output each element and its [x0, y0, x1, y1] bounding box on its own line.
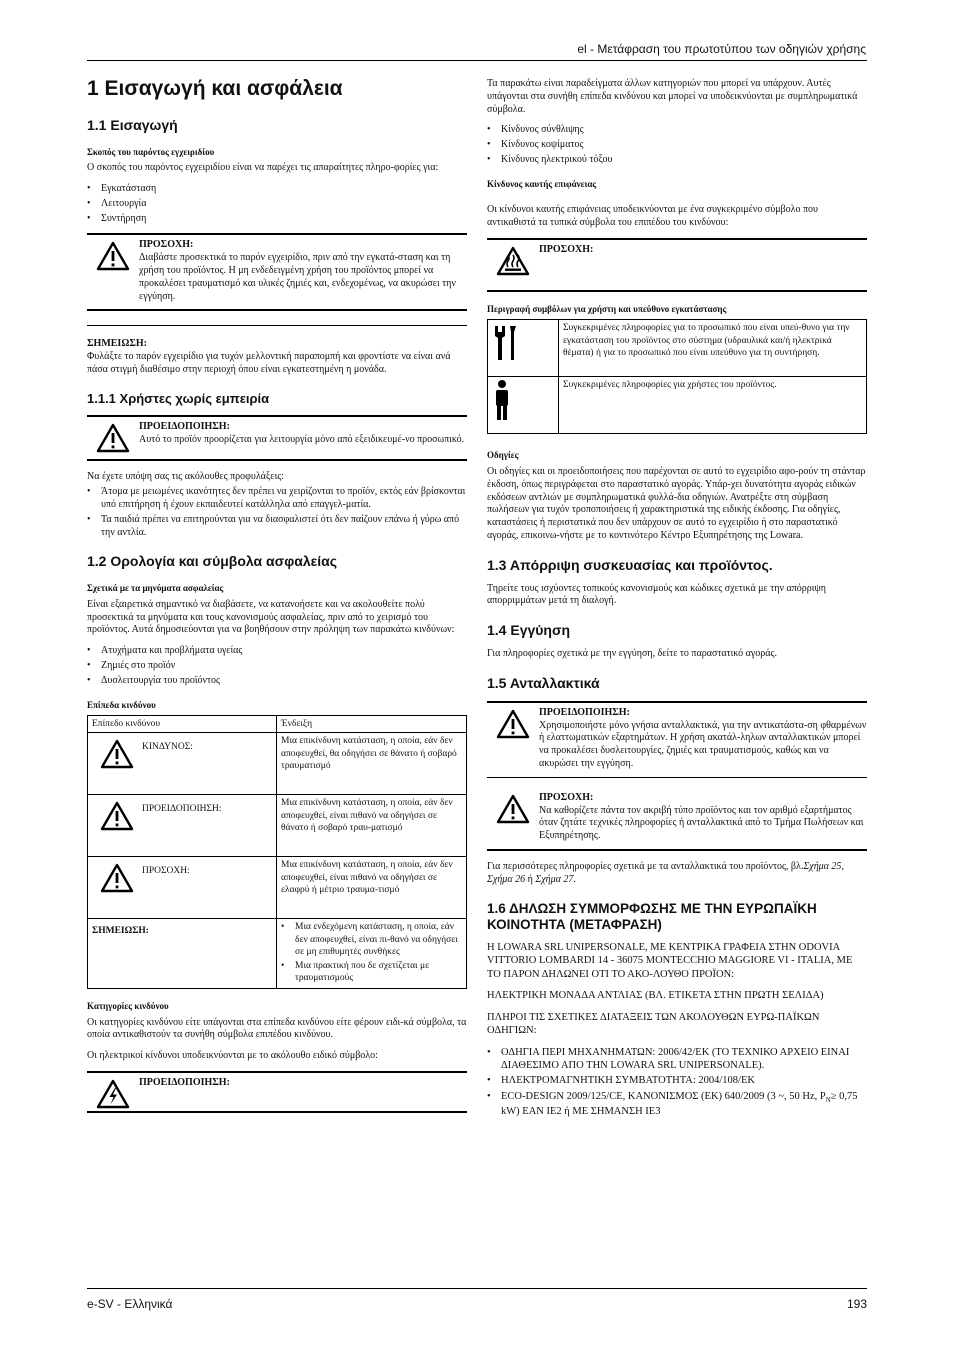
section-1-6-title: 1.6 ΔΗΛΩΣΗ ΣΥΜΜΟΡΦΩΣΗΣ ΜΕ ΤΗΝ ΕΥΡΩΠΑΪΚΗ ΚΟΙΝΟΤΗΤΑ (ΜΕΤΑΦΡΑΣΗ) [487, 900, 817, 932]
note-text: Φυλάξτε το παρόν εγχειρίδιο για τυχόν μελλοντική παραπομπή και φροντίστε να είναι ανά πάσα στιγμή διαθέσιμο στην περιοχή όπου είναι εγκατεστημένη η μονάδα. [87, 351, 451, 376]
level-description: Μια επικίνδυνη κατάσταση, η οποία, εάν δεν αποφευχθεί, είναι πιθανό να οδηγήσει σε ελαφρύ ή μέτριο τραυμα-τισμό [277, 857, 467, 919]
installer-symbol-description: Συγκεκριμένες πληροφορίες για το προσωπικό που είναι υπεύ-θυνο για την εγκατάσταση του προϊόντος στο σύστημα (υδραυλικά και/ή ηλεκτρικά θέματα) ή για το προσωπικό που είναι υπεύθυνο για τη συντήρηση. [559, 320, 867, 377]
level-name: ΠΡΟΣΟΧΗ: [142, 866, 190, 877]
footer-doc-name: e-SV - Ελληνικά [87, 1297, 173, 1311]
hazard-levels-table [87, 715, 467, 989]
level-description: Μια επικίνδυνη κατάσταση, η οποία, εάν δεν αποφευχθεί, θα οδηγήσει σε θάνατο ή σοβαρό τραυματισμό [277, 733, 467, 795]
warning-title: ΠΡΟΕΙΔΟΠΟΙΗΣΗ: [139, 1077, 230, 1089]
section-1-1-1-title: 1.1.1 Χρήστες χωρίς εμπειρία [87, 390, 270, 406]
spare-parts-paragraph: Για περισσότερες πληροφορίες σχετικά με τα ανταλλακτικά του προϊόντος, βλ.Σχήμα 25, Σχήμα 26 ή Σχήμα 27. [487, 860, 844, 885]
table-row [488, 377, 867, 434]
purpose-subheading: Σκοπός του παρόντος εγχειριδίου [87, 146, 215, 157]
caution-title: ΠΡΟΣΟΧΗ: [539, 791, 594, 803]
hot-surface-paragraph: Οι κίνδυνοι καυτής επιφάνειας υποδεικνύονται με ένα συγκεκριμένο σύμβολο που αντικαθιστά τα τυπικά σύμβολα του επιπέδου του κινδύνου: [487, 204, 818, 229]
directives-list [487, 1046, 867, 1119]
risks-list [87, 645, 467, 687]
safety-messages-paragraph: Είναι εξαιρετικά σημαντικό να διαβάσετε, να κατανοήσετε και να ακολουθείτε πολύ προσεκτικά τα μηνύματα και τους κανονισμούς ασφαλείας, πριν από το χειρισμό του προϊόντος. Αυτά δημοσιεύονται για να βοηθήσουν στην πρόληψη των παρακάτω κινδύνων: [87, 598, 455, 636]
list-item: • Κίνδυνος σύνθλιψης [501, 124, 867, 137]
section-1-5-title: 1.5 Ανταλλακτικά [487, 674, 600, 691]
figure-link[interactable]: Σχήμα 26 [487, 873, 526, 885]
declaration-paragraph-3: ΠΛΗΡΟΙ ΤΙΣ ΣΧΕΤΙΚΕΣ ΔΙΑΤΑΞΕΙΣ ΤΩΝ ΑΚΟΛΟΥΘΩΝ ΕΥΡΩ-ΠΑΪΚΩΝ ΟΔΗΓΙΩΝ: [487, 1011, 820, 1037]
symbols-table [487, 319, 867, 434]
table-row [88, 795, 467, 857]
caution-title: ΠΡΟΣΟΧΗ: [539, 243, 594, 255]
electrical-hazard-paragraph: Οι ηλεκτρικοί κίνδυνοι υποδεικνύονται με το ακόλουθο ειδικό σύμβολο: [87, 1050, 378, 1062]
user-icon [492, 379, 512, 421]
table-row [488, 320, 867, 377]
list-item: • Ατυχήματα και προβλήματα υγείας [101, 645, 467, 658]
list-item: • Κίνδυνος ηλεκτρικού τόξου [501, 154, 867, 167]
user-symbol-description: Συγκεκριμένες πληροφορίες για χρήστες του προϊόντος. [559, 377, 867, 434]
warning-triangle-icon [496, 709, 530, 739]
section-1-3-title: 1.3 Απόρριψη συσκευασίας και προϊόντος. [487, 556, 773, 573]
table-row [88, 857, 467, 919]
table-header-indication: Ένδειξη [277, 716, 467, 733]
warning-triangle-icon [96, 423, 130, 453]
left-column [87, 70, 467, 1123]
header-rule [87, 60, 867, 61]
tools-icon [492, 322, 520, 362]
list-item: • Τα παιδιά πρέπει να επιτηρούνται για να διασφαλιστεί ότι δεν παίζουν επάνω ή γύρω από την αντλία. [101, 514, 467, 540]
disposal-paragraph: Τηρείτε τους ισχύοντες τοπικούς κανονισμούς και κώδικες σχετικά με την απόρριψη απορριμμάτων μετά τη διαλογή. [487, 582, 826, 607]
warning-title: ΠΡΟΕΙΔΟΠΟΙΗΣΗ: [139, 421, 230, 433]
note-block [87, 325, 467, 376]
section-1-1-title: 1.1 Εισαγωγή [87, 116, 178, 133]
table-row [88, 919, 467, 989]
symbols-subheading: Περιγραφή συμβόλων για χρήστη και υπεύθυνο εγκατάστασης [487, 303, 727, 314]
warning-triangle-icon [100, 801, 134, 831]
precautions-intro: Να έχετε υπόψη σας τις ακόλουθες προφυλάξεις: [87, 471, 285, 483]
caution-text: Να καθορίζετε πάντα τον ακριβή τύπο προϊόντος και τον αριθμό εξαρτήματος όταν ζητάτε τεχνικές πληροφορίες ή ανταλλακτικά από το Τμήμα Πωλήσεων και Εξυπηρέτησης. [539, 804, 864, 842]
subscript-n: N [825, 1095, 831, 1104]
list-item: • Μια ενδεχόμενη κατάσταση, η οποία, εάν δεν αποφευχθεί, είναι πι-θανό να οδηγήσει σε μη επιθυμητές συνθήκες [295, 921, 462, 957]
list-item: • ΟΔΗΓΙΑ ΠΕΡΙ ΜΗΧΑΝΗΜΑΤΩΝ: 2006/42/ΕΚ (ΤΟ ΤΕΧΝΙΚΟ ΑΡΧΕΙΟ ΕΙΝΑΙ ΔΙΑΘΕΣΙΜΟ ΑΠΟ ΤΗΝ LOWARA SRL UNIPERSONALE). [501, 1046, 867, 1073]
list-item: • Ζημιές στο προϊόν [101, 660, 467, 673]
list-item: • Κίνδυνος κοψίματος [501, 139, 867, 152]
table-row [88, 733, 467, 795]
table-header-level: Επίπεδο κινδύνου [88, 716, 277, 733]
warning-triangle-icon [100, 863, 134, 893]
purpose-list [87, 183, 467, 225]
electrical-warning-box [87, 1071, 467, 1113]
instructions-paragraph: Οι οδηγίες και οι προειδοποιήσεις που παρέχονται σε αυτό το εγχειρίδιο αφο-ρούν τη στάνταρ έκδοση, όπως περιγράφεται στο παραστατικό αγοράς. Υπάρ-χει δυνατότητα αγοράς ειδικών εκδόσεων αντλιών με συμπληρωματικά φυλλά-δια οδηγιών. Ανατρέξτε στη σύμβαση πωλήσεων για τυχόν τροποποιήσεις ή χαρακτηριστικά της ειδικής έκδοσης. Για οδηγίες, καταστάσεις ή περιστατικά που δεν υπάρχουν σε αυτό το εγχειρίδιο ή στο παραστατικό αγοράς, επικοινω-νήστε με το κοντινότερο Κέντρο Εξυπηρέτησης της Lowara. [487, 465, 866, 541]
warranty-paragraph: Για πληροφορίες σχετικά με την εγγύηση, δείτε το παραστατικό αγοράς. [487, 648, 777, 660]
list-item: • Μια πρακτική που δε σχετίζεται με τραυματισμούς [295, 960, 462, 984]
electrical-hazard-icon [96, 1079, 130, 1109]
list-item: • Συντήρηση [101, 213, 467, 226]
warning-triangle-icon [96, 241, 130, 271]
hazard-categories-paragraph: Οι κατηγορίες κινδύνου είτε υπάγονται στα επίπεδα κινδύνου είτε φέρουν ειδι-κά σύμβολα, τα οποία αντικαθιστούν τα συνήθη σύμβολα επιπέδου κινδύνου. [87, 1016, 467, 1041]
list-item: • Εγκατάσταση [101, 183, 467, 196]
list-item [501, 1090, 867, 1118]
declaration-paragraph-2: ΗΛΕΚΤΡΙΚΗ ΜΟΝΑΔΑ ΑΝΤΛΙΑΣ (ΒΛ. ΕΤΙΚΕΤΑ ΣΤΗΝ ΠΡΩΤΗ ΣΕΛΙΔΑ) [487, 990, 824, 1002]
hazard-levels-subheading: Επίπεδα κινδύνου [87, 699, 156, 710]
warning-triangle-icon [100, 739, 134, 769]
right-column [487, 70, 867, 1126]
hazard-categories-subheading: Κατηγορίες κινδύνου [87, 1001, 169, 1012]
hot-surface-subheading: Κίνδυνος καυτής επιφάνειας [487, 178, 597, 189]
declaration-paragraph-1: Η LOWARA SRL UNIPERSONALE, ΜΕ ΚΕΝΤΡΙΚΑ ΓΡΑΦΕΙΑ ΣΤΗΝ ODOVIA VITTORIO LOMBARDI 14 - 36075 MONTECCHIO MAGGIORE VI - ITALIA, ΜΕ ΤΟ ΠΑΡΟΝ ΔΗΛΩΝΕΙ ΟΤΙ ΤΟ ΑΚΟ-ΛΟΥΘΟ ΠΡΟΪΟΝ: [487, 941, 853, 980]
section-1-4-title: 1.4 Εγγύηση [487, 622, 571, 639]
warning-text: Χρησιμοποιήστε μόνο γνήσια ανταλλακτικά, για την αντικατάστα-ση φθαρμένων ή ελαττωματικών εξαρτημάτων. Η χρήση ακατάλ-ληλων ανταλλακτικών μπορεί να προκαλέσει δυσλειτουργίες, ζημιές και τραυματισμούς, καθώς και να ακυρώσει την εγγύηση. [539, 719, 867, 769]
list-item: • Δυσλειτουργία του προϊόντος [101, 675, 467, 688]
note-title: ΣΗΜΕΙΩΣΗ: [87, 338, 147, 350]
warning-box [87, 415, 467, 461]
level-name: ΣΗΜΕΙΩΣΗ: [92, 926, 149, 937]
precautions-list [87, 486, 467, 539]
list-item: • Λειτουργία [101, 198, 467, 211]
spare-parts-text: Για περισσότερες πληροφορίες σχετικά με τα ανταλλακτικά του προϊόντος, βλ. [487, 860, 804, 872]
level-name: ΚΙΝΔΥΝΟΣ: [142, 742, 193, 753]
page-number: 193 [846, 1297, 867, 1311]
or-text: ή [527, 873, 533, 885]
hot-surface-caution-box [487, 238, 867, 292]
section-1-2-title: 1.2 Ορολογία και σύμβολα ασφαλείας [87, 553, 338, 570]
list-item: • ΗΛΕΚΤΡΟΜΑΓΝΗΤΙΚΗ ΣΥΜΒΑΤΟΤΗΤΑ: 2004/108/ΕΚ [501, 1074, 867, 1087]
eco-design-text-end: ≥ 0,75 kW) ΕΑΝ IE2 ή ΜΕ ΣΗΜΑΝΣΗ IE3 [501, 1090, 858, 1117]
eco-design-text: ECO-DESIGN 2009/125/CE, ΚΑΝΟΝΙΣΜΟΣ (ΕΚ) 640/2009 (3 ~, 50 Hz, P [501, 1090, 826, 1102]
spare-parts-caution-box [487, 778, 867, 851]
caution-box [87, 233, 467, 311]
warning-title: ΠΡΟΕΙΔΟΠΟΙΗΣΗ: [539, 706, 630, 718]
caution-title: ΠΡΟΣΟΧΗ: [139, 239, 194, 251]
categories-list [487, 124, 867, 166]
hot-surface-icon [496, 246, 530, 276]
caution-text: Διαβάστε προσεκτικά το παρόν εγχειρίδιο, πριν από την εγκατά-σταση και τη χρήση του προϊόντος. Η μη ενδεδειγμένη χρήση του προϊόντος μπορεί να προκαλέσει τραυματισμό και υλικές ζημιές και, ενδεχομένως, να ακυρώσει την εγγύηση. [139, 252, 456, 302]
categories-paragraph: Τα παρακάτω είναι παραδείγματα άλλων κατηγοριών που μπορεί να υπάρχουν. Αυτές υπάγονται στα συνήθη επίπεδα κινδύνου και μπορεί να υποδεικνύονται με συμπληρωματικά σύμβολα. [487, 78, 858, 115]
running-header: el - Μετάφραση του πρωτοτύπου των οδηγιών χρήσης [577, 42, 866, 56]
level-name: ΠΡΟΕΙΔΟΠΟΙΗΣΗ: [142, 804, 222, 815]
figure-link[interactable]: Σχήμα 25 [803, 860, 842, 872]
list-item: • Άτομα με μειωμένες ικανότητες δεν πρέπει να χειρίζονται το προϊόν, εκτός εάν βρίσκονται υπό επιτήρηση ή έχουν εκπαιδευτεί κατάλληλα από επαγγελ-ματία. [101, 486, 467, 512]
purpose-paragraph: Ο σκοπός του παρόντος εγχειριδίου είναι να παρέχει τις απαραίτητες πληρο-φορίες για: [87, 162, 439, 174]
footer-rule [87, 1288, 867, 1289]
safety-messages-subheading: Σχετικά με τα μηνύματα ασφαλείας [87, 583, 224, 594]
warning-triangle-icon [496, 794, 530, 824]
level-description: Μια επικίνδυνη κατάσταση, η οποία, εάν δεν αποφευχθεί, είναι πιθανό να οδηγήσει σε θάνατο ή σοβαρό τραυ-ματισμό [277, 795, 467, 857]
spare-parts-warning-box [487, 701, 867, 778]
chapter-title: 1 Εισαγωγή και ασφάλεια [87, 77, 343, 100]
instructions-subheading: Οδηγίες [487, 450, 519, 461]
figure-link[interactable]: Σχήμα 27 [535, 873, 574, 885]
warning-text: Αυτό το προϊόν προορίζεται για λειτουργία μόνο από εξειδικευμέ-νο προσωπικό. [139, 434, 465, 446]
